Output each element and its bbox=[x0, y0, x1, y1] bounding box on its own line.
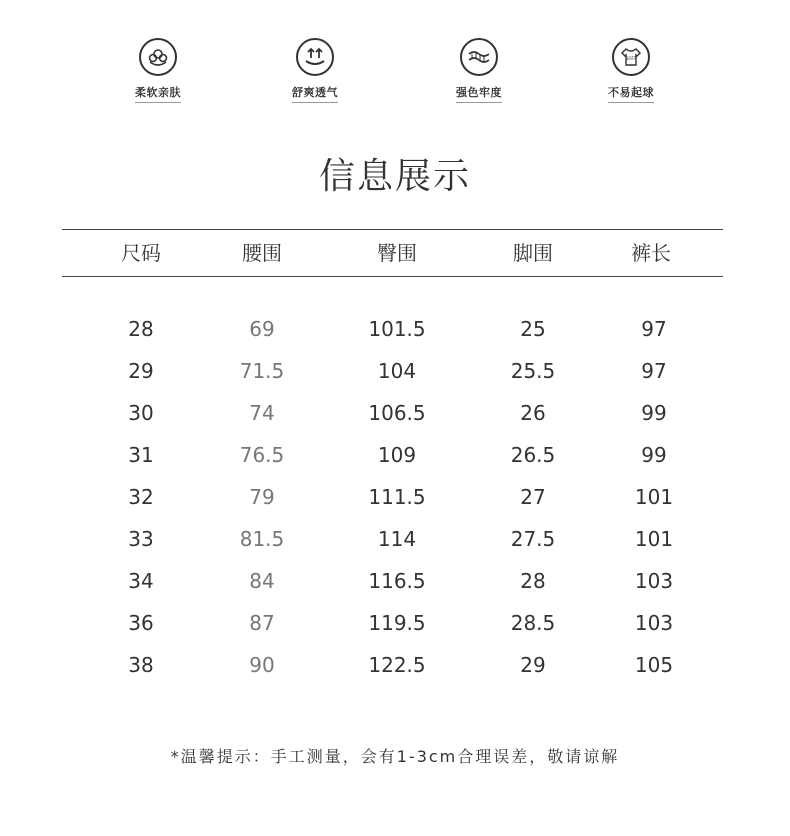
table-cell: 97 bbox=[641, 317, 667, 341]
table-cell: 29 bbox=[128, 359, 154, 383]
header-hip: 臀围 bbox=[377, 241, 417, 265]
table-row bbox=[0, 434, 790, 476]
feature-label: 不易起球 bbox=[608, 84, 654, 103]
table-row bbox=[0, 560, 790, 602]
breathable-icon bbox=[296, 38, 334, 76]
table-cell: 87 bbox=[249, 611, 275, 635]
fabric-icon bbox=[460, 38, 498, 76]
table-cell: 26 bbox=[520, 401, 546, 425]
feature-label: 舒爽透气 bbox=[292, 84, 338, 103]
table-row bbox=[0, 644, 790, 686]
table-cell: 90 bbox=[249, 653, 275, 677]
table-cell: 69 bbox=[249, 317, 275, 341]
feature-label: 柔软亲肤 bbox=[135, 84, 181, 103]
table-cell: 76.5 bbox=[239, 443, 285, 467]
table-cell: 116.5 bbox=[368, 569, 426, 593]
table-cell: 28.5 bbox=[510, 611, 556, 635]
soft-shirt-icon bbox=[612, 38, 650, 76]
feature-colorfast bbox=[429, 38, 529, 103]
table-cell: 38 bbox=[128, 653, 154, 677]
feature-anti-pilling bbox=[581, 38, 681, 103]
table-cell: 36 bbox=[128, 611, 154, 635]
table-cell: 79 bbox=[249, 485, 275, 509]
table-row bbox=[0, 602, 790, 644]
table-cell: 81.5 bbox=[239, 527, 285, 551]
table-cell: 25 bbox=[520, 317, 546, 341]
table-cell: 99 bbox=[641, 443, 667, 467]
table-row bbox=[0, 476, 790, 518]
table-cell: 101 bbox=[634, 485, 674, 509]
table-cell: 74 bbox=[249, 401, 275, 425]
table-cell: 119.5 bbox=[368, 611, 426, 635]
table-cell: 28 bbox=[520, 569, 546, 593]
table-cell: 71.5 bbox=[239, 359, 285, 383]
cotton-icon bbox=[139, 38, 177, 76]
feature-icons bbox=[0, 38, 790, 108]
header-top-rule bbox=[62, 229, 723, 230]
table-cell: 105 bbox=[634, 653, 674, 677]
page-title: 信息展示 bbox=[318, 156, 471, 197]
svg-text:SOFT: SOFT bbox=[625, 56, 637, 61]
header-waist: 腰围 bbox=[242, 241, 282, 265]
table-cell: 109 bbox=[377, 443, 417, 467]
table-cell: 103 bbox=[634, 611, 674, 635]
table-cell: 26.5 bbox=[510, 443, 556, 467]
table-cell: 103 bbox=[634, 569, 674, 593]
table-cell: 27 bbox=[520, 485, 546, 509]
table-cell: 84 bbox=[249, 569, 275, 593]
table-cell: 99 bbox=[641, 401, 667, 425]
size-table-body bbox=[0, 308, 790, 686]
table-cell: 106.5 bbox=[368, 401, 426, 425]
table-cell: 30 bbox=[128, 401, 154, 425]
table-cell: 111.5 bbox=[368, 485, 426, 509]
table-cell: 122.5 bbox=[368, 653, 426, 677]
table-cell: 29 bbox=[520, 653, 546, 677]
table-cell: 101 bbox=[634, 527, 674, 551]
table-cell: 32 bbox=[128, 485, 154, 509]
table-row bbox=[0, 350, 790, 392]
table-cell: 34 bbox=[128, 569, 154, 593]
table-cell: 25.5 bbox=[510, 359, 556, 383]
table-cell: 33 bbox=[128, 527, 154, 551]
header-leg-opening: 脚围 bbox=[513, 241, 553, 265]
feature-label: 强色牢度 bbox=[456, 84, 502, 103]
table-cell: 101.5 bbox=[368, 317, 426, 341]
table-cell: 27.5 bbox=[510, 527, 556, 551]
table-cell: 114 bbox=[377, 527, 417, 551]
feature-soft bbox=[108, 38, 208, 103]
table-cell: 104 bbox=[377, 359, 417, 383]
table-row bbox=[0, 518, 790, 560]
table-cell: 31 bbox=[128, 443, 154, 467]
table-row bbox=[0, 392, 790, 434]
table-cell: 97 bbox=[641, 359, 667, 383]
measurement-note: *温馨提示：手工测量，会有1-3cm合理误差，敬请谅解 bbox=[170, 747, 620, 766]
header-bottom-rule bbox=[62, 276, 723, 277]
table-row bbox=[0, 308, 790, 350]
feature-breathable bbox=[265, 38, 365, 103]
table-cell: 28 bbox=[128, 317, 154, 341]
header-size: 尺码 bbox=[121, 241, 161, 265]
header-length: 裤长 bbox=[631, 241, 671, 265]
